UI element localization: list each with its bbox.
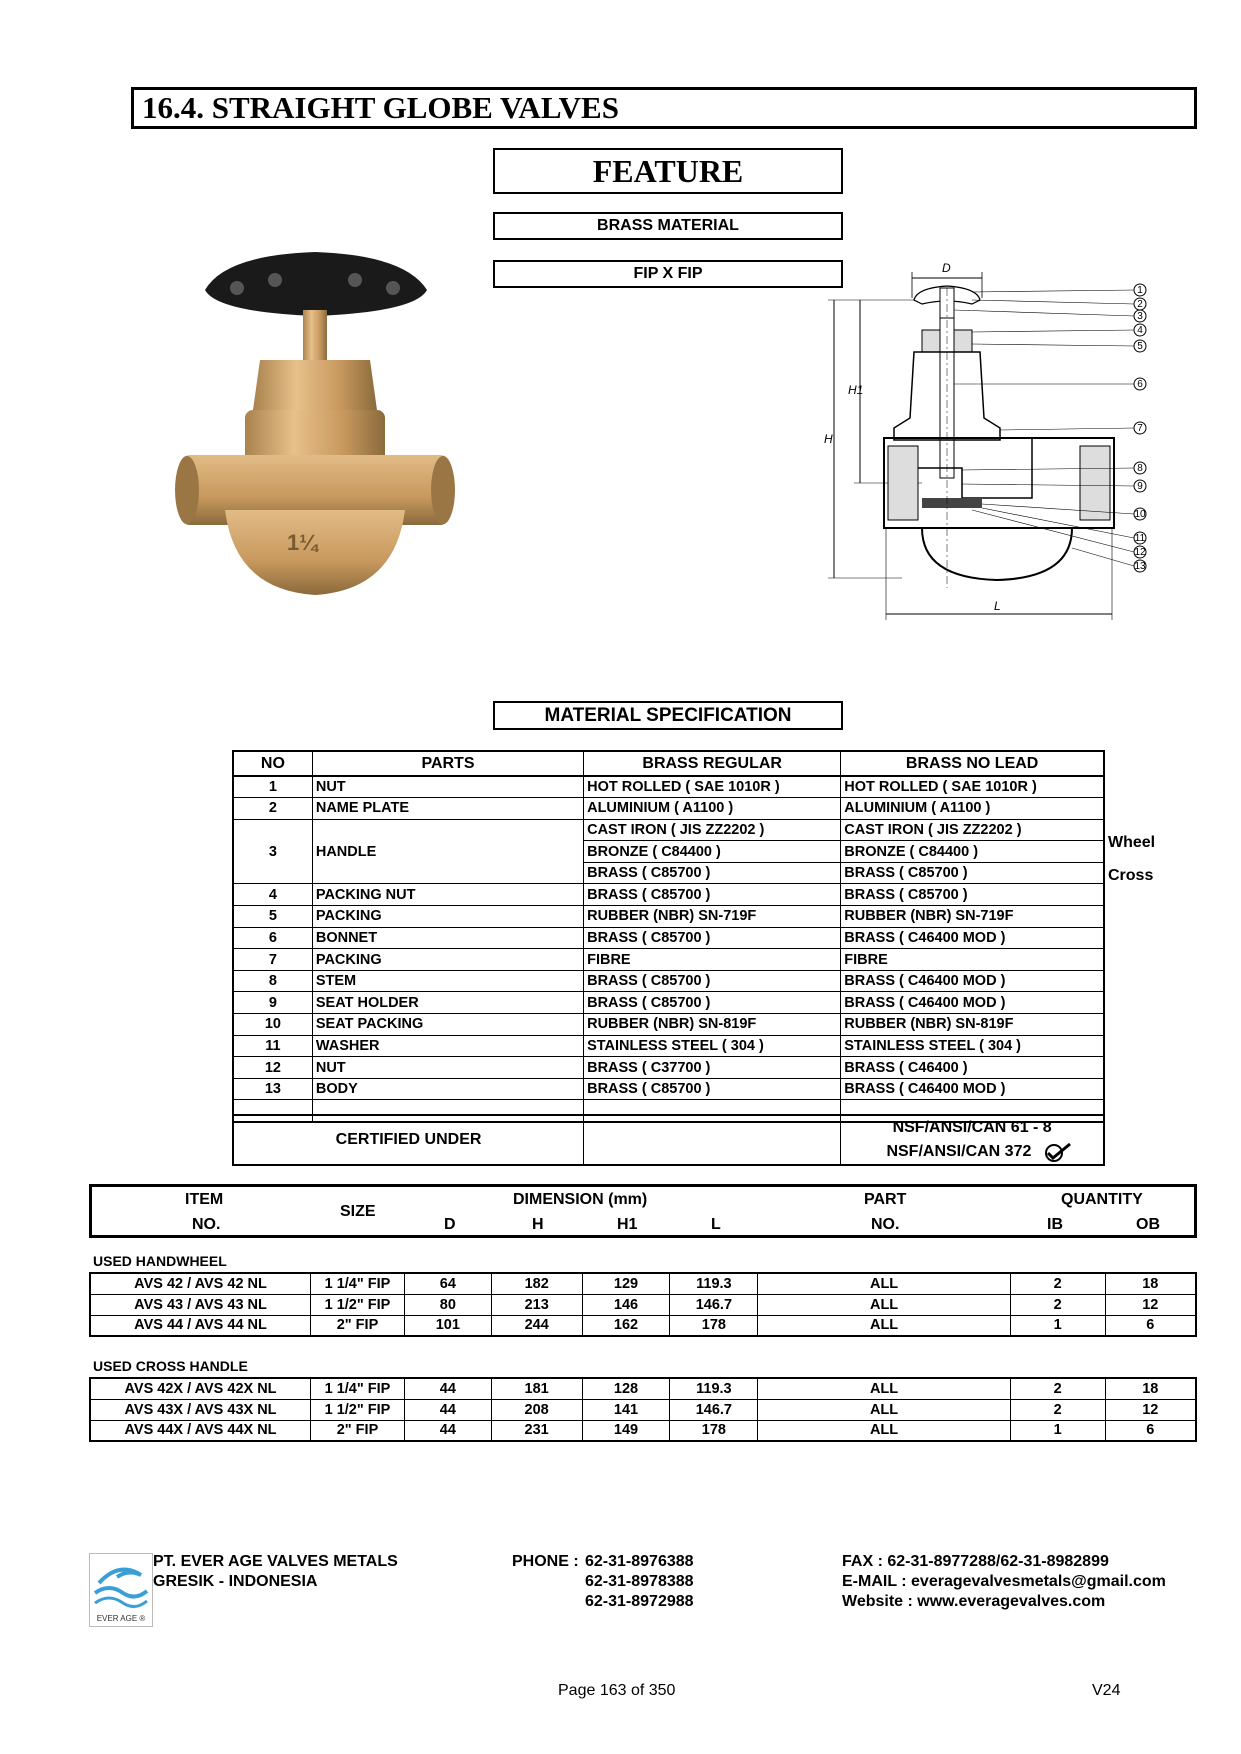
table-row: 2 NAME PLATE ALUMINIUM ( A1100 ) ALUMINIUM ( A1100 ) [233, 798, 1104, 820]
table-row: AVS 42X / AVS 42X NL 1 1/4" FIP 44 181 128 119.3 ALL 2 18 [90, 1378, 1196, 1399]
handle-note-wheel: Wheel [1108, 834, 1156, 851]
header-item-no: NO. [192, 1216, 221, 1233]
callout-7 [1134, 422, 1146, 434]
material-spec-header [233, 751, 1104, 776]
svg-text:9: 9 [1137, 481, 1143, 492]
table-row: 7 PACKING FIBRE FIBRE [233, 949, 1104, 971]
checkmark-icon [1042, 1142, 1072, 1162]
header-l: L [711, 1216, 721, 1233]
callout-9 [1134, 480, 1146, 492]
certified-label: CERTIFIED UNDER [233, 1115, 584, 1165]
fax-number: FAX : 62-31-8977288/62-31-8982899 [842, 1553, 1109, 1570]
feature-title: FEATURE [493, 148, 843, 194]
group-label-handwheel: USED HANDWHEEL [93, 1253, 227, 1269]
phone-label: PHONE : [512, 1553, 579, 1570]
photo-marking: 1¼ [287, 530, 318, 555]
table-row: 10 SEAT PACKING RUBBER (NBR) SN-819F RUBBER (NBR) SN-819F [233, 1014, 1104, 1036]
svg-text:4: 4 [1137, 325, 1143, 336]
diagram-label-h: H [824, 432, 833, 446]
table-row: 3 HANDLE CAST IRON ( JIS ZZ2202 ) CAST IRON ( JIS ZZ2202 ) [233, 819, 1104, 841]
callout-11 [1134, 532, 1146, 544]
table-row: AVS 44 / AVS 44 NL 2" FIP 101 244 162 178 ALL 1 6 [90, 1315, 1196, 1336]
callout-13 [1134, 560, 1146, 572]
header-h: H [532, 1216, 544, 1233]
svg-text:5: 5 [1137, 341, 1143, 352]
table-row: 4 PACKING NUT BRASS ( C85700 ) BRASS ( C85700 ) [233, 884, 1104, 906]
svg-text:1: 1 [1137, 285, 1143, 296]
table-row: AVS 43 / AVS 43 NL 1 1/2" FIP 80 213 146 146.7 ALL 2 12 [90, 1294, 1196, 1315]
group-label-cross-handle: USED CROSS HANDLE [93, 1358, 248, 1374]
table-row: AVS 44X / AVS 44X NL 2" FIP 44 231 149 178 ALL 1 6 [90, 1420, 1196, 1441]
header-item: ITEM [185, 1191, 224, 1208]
email-address[interactable]: E-MAIL : everagevalvesmetals@gmail.com [842, 1573, 1166, 1590]
material-spec-table [232, 750, 1105, 1123]
callout-2 [1134, 298, 1146, 310]
callout-5 [1134, 340, 1146, 352]
certification-table [232, 1114, 1105, 1166]
callout-4 [1134, 324, 1146, 336]
dimension-table-cross-handle [89, 1377, 1197, 1442]
header-no: NO [233, 751, 312, 776]
table-row: AVS 43X / AVS 43X NL 1 1/2" FIP 44 208 141 146.7 ALL 2 12 [90, 1399, 1196, 1420]
svg-text:3: 3 [1137, 311, 1143, 322]
valve-cross-section-diagram [822, 258, 1162, 628]
svg-text:13: 13 [1134, 561, 1146, 572]
svg-text:12: 12 [1134, 547, 1146, 558]
feature-item-material: BRASS MATERIAL [493, 212, 843, 240]
svg-text:7: 7 [1137, 423, 1143, 434]
header-size: SIZE [340, 1203, 376, 1220]
valve-photo [165, 250, 465, 610]
certified-empty-cell [584, 1115, 841, 1165]
header-part: PART [864, 1191, 907, 1208]
table-row: 11 WASHER STAINLESS STEEL ( 304 ) STAINLESS STEEL ( 304 ) [233, 1035, 1104, 1057]
certified-standard-61: NSF/ANSI/CAN 61 - 8 [892, 1119, 1052, 1136]
callout-3 [1134, 310, 1146, 322]
callout-12 [1134, 546, 1146, 558]
header-part-no: NO. [871, 1216, 900, 1233]
diagram-label-h1: H1 [848, 383, 864, 397]
phone-3: 62-31-8972988 [585, 1593, 694, 1610]
header-brass-regular: BRASS REGULAR [584, 751, 841, 776]
svg-text:2: 2 [1137, 299, 1143, 310]
table-row: BRONZE ( C84400 ) BRONZE ( C84400 ) [233, 841, 1104, 863]
svg-text:8: 8 [1137, 463, 1143, 474]
header-dimension: DIMENSION (mm) [513, 1191, 648, 1208]
header-ob: OB [1136, 1216, 1160, 1233]
dimension-table-header [89, 1184, 1197, 1238]
table-row: 9 SEAT HOLDER BRASS ( C85700 ) BRASS ( C46400 MOD ) [233, 992, 1104, 1014]
page-number: Page 163 of 350 [558, 1682, 676, 1699]
diagram-label-d: D [942, 261, 951, 275]
svg-text:6: 6 [1137, 379, 1143, 390]
svg-text:10: 10 [1134, 509, 1146, 520]
company-city: GRESIK - INDONESIA [153, 1573, 318, 1590]
callout-10 [1134, 508, 1146, 520]
callout-8 [1134, 462, 1146, 474]
table-row: 8 STEM BRASS ( C85700 ) BRASS ( C46400 MOD ) [233, 970, 1104, 992]
table-row: 12 NUT BRASS ( C37700 ) BRASS ( C46400 ) [233, 1057, 1104, 1079]
diagram-label-l: L [994, 599, 1001, 613]
callout-6 [1134, 378, 1146, 390]
material-spec-title: MATERIAL SPECIFICATION [493, 701, 843, 730]
logo-text: EVER AGE ® [96, 1614, 146, 1623]
svg-text:11: 11 [1134, 533, 1146, 544]
website-link[interactable]: Website : www.everagevalves.com [842, 1593, 1106, 1610]
header-h1: H1 [617, 1216, 638, 1233]
certified-standard-372: NSF/ANSI/CAN 372 [886, 1143, 1032, 1160]
header-parts: PARTS [312, 751, 583, 776]
header-quantity: QUANTITY [1061, 1191, 1143, 1208]
table-row: BRASS ( C85700 ) BRASS ( C85700 ) [233, 862, 1104, 884]
section-title: 16.4. STRAIGHT GLOBE VALVES [131, 87, 1197, 129]
version-label: V24 [1092, 1682, 1121, 1699]
header-d: D [444, 1216, 456, 1233]
handle-note-cross: Cross [1108, 867, 1154, 884]
header-ib: IB [1047, 1216, 1063, 1233]
table-row: AVS 42 / AVS 42 NL 1 1/4" FIP 64 182 129 119.3 ALL 2 18 [90, 1273, 1196, 1294]
table-row: 5 PACKING RUBBER (NBR) SN-719F RUBBER (NBR) SN-719F [233, 906, 1104, 928]
phone-1: 62-31-8976388 [585, 1553, 694, 1570]
ever-age-logo [89, 1553, 153, 1627]
table-row: 1 NUT HOT ROLLED ( SAE 1010R ) HOT ROLLED ( SAE 1010R ) [233, 776, 1104, 798]
company-name: PT. EVER AGE VALVES METALS [153, 1553, 398, 1570]
table-row: 13 BODY BRASS ( C85700 ) BRASS ( C46400 MOD ) [233, 1078, 1104, 1100]
feature-item-connection: FIP X FIP [493, 260, 843, 288]
phone-2: 62-31-8978388 [585, 1573, 694, 1590]
table-row: 6 BONNET BRASS ( C85700 ) BRASS ( C46400 MOD ) [233, 927, 1104, 949]
dimension-table-handwheel [89, 1272, 1197, 1337]
callout-1 [1134, 284, 1146, 296]
header-brass-no-lead: BRASS NO LEAD [841, 751, 1104, 776]
